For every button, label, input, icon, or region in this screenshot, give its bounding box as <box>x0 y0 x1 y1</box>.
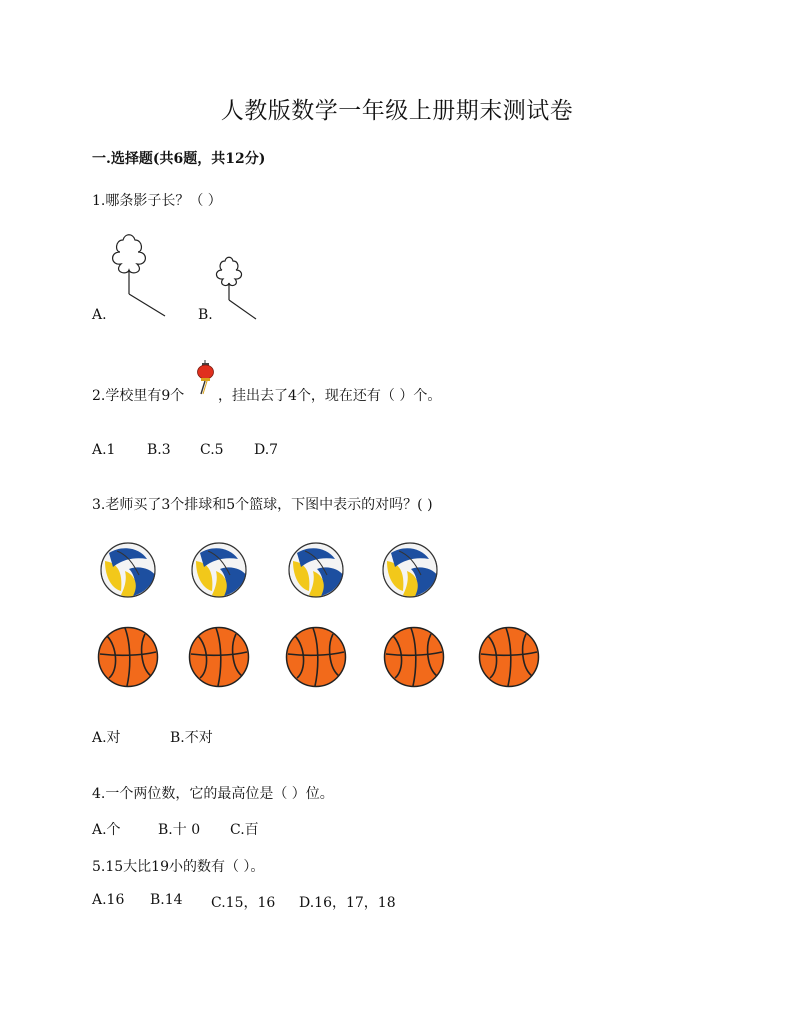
page-title: 人教版数学一年级上册期末测试卷 <box>220 98 574 124</box>
volleyball-icon <box>99 541 157 599</box>
question-4-option-b: B.十 0 <box>158 822 201 838</box>
section-heading: 一.选择题(共6题，共12分) <box>92 151 266 167</box>
question-2-text-before: 2.学校里有9个 <box>92 388 185 404</box>
question-5-option-c: C.15，16 <box>211 895 276 911</box>
basketball-icon <box>383 626 445 688</box>
basketball-icon <box>188 626 250 688</box>
question-1-option-b: B. <box>198 307 213 323</box>
question-4-option-c: C.百 <box>230 822 259 838</box>
volleyball-icon <box>381 541 439 599</box>
question-3-option-a: A.对 <box>92 730 121 746</box>
question-5-text: 5.15大比19小的数有（ ）。 <box>92 859 265 875</box>
question-2-option-d: D.7 <box>254 442 279 458</box>
question-1-option-a: A. <box>92 307 107 323</box>
lantern-icon <box>194 360 218 398</box>
basketball-icon <box>285 626 347 688</box>
basketball-icon <box>97 626 159 688</box>
volleyball-icon <box>190 541 248 599</box>
question-2-option-c: C.5 <box>200 442 224 458</box>
basketball-icon <box>478 626 540 688</box>
tree-shadow-b-illustration <box>210 255 270 325</box>
question-2-option-a: A.1 <box>92 442 116 458</box>
tree-shadow-a-illustration <box>105 232 175 322</box>
question-2-option-b: B.3 <box>147 442 171 458</box>
question-5-option-b: B.14 <box>150 892 183 908</box>
question-3-option-b: B.不对 <box>170 730 213 746</box>
volleyball-icon <box>287 541 345 599</box>
question-3-text: 3.老师买了3个排球和5个篮球，下图中表示的对吗？( ) <box>92 497 433 513</box>
question-4-text: 4.一个两位数，它的最高位是（ ）位。 <box>92 786 334 802</box>
question-5-option-d: D.16，17，18 <box>299 895 396 911</box>
question-2-text-after: ，挂出去了4个，现在还有（ ）个。 <box>218 388 442 404</box>
question-1-text: 1.哪条影子长？（ ） <box>92 193 222 209</box>
question-5-option-a: A.16 <box>92 892 125 908</box>
question-4-option-a: A.个 <box>92 822 121 838</box>
